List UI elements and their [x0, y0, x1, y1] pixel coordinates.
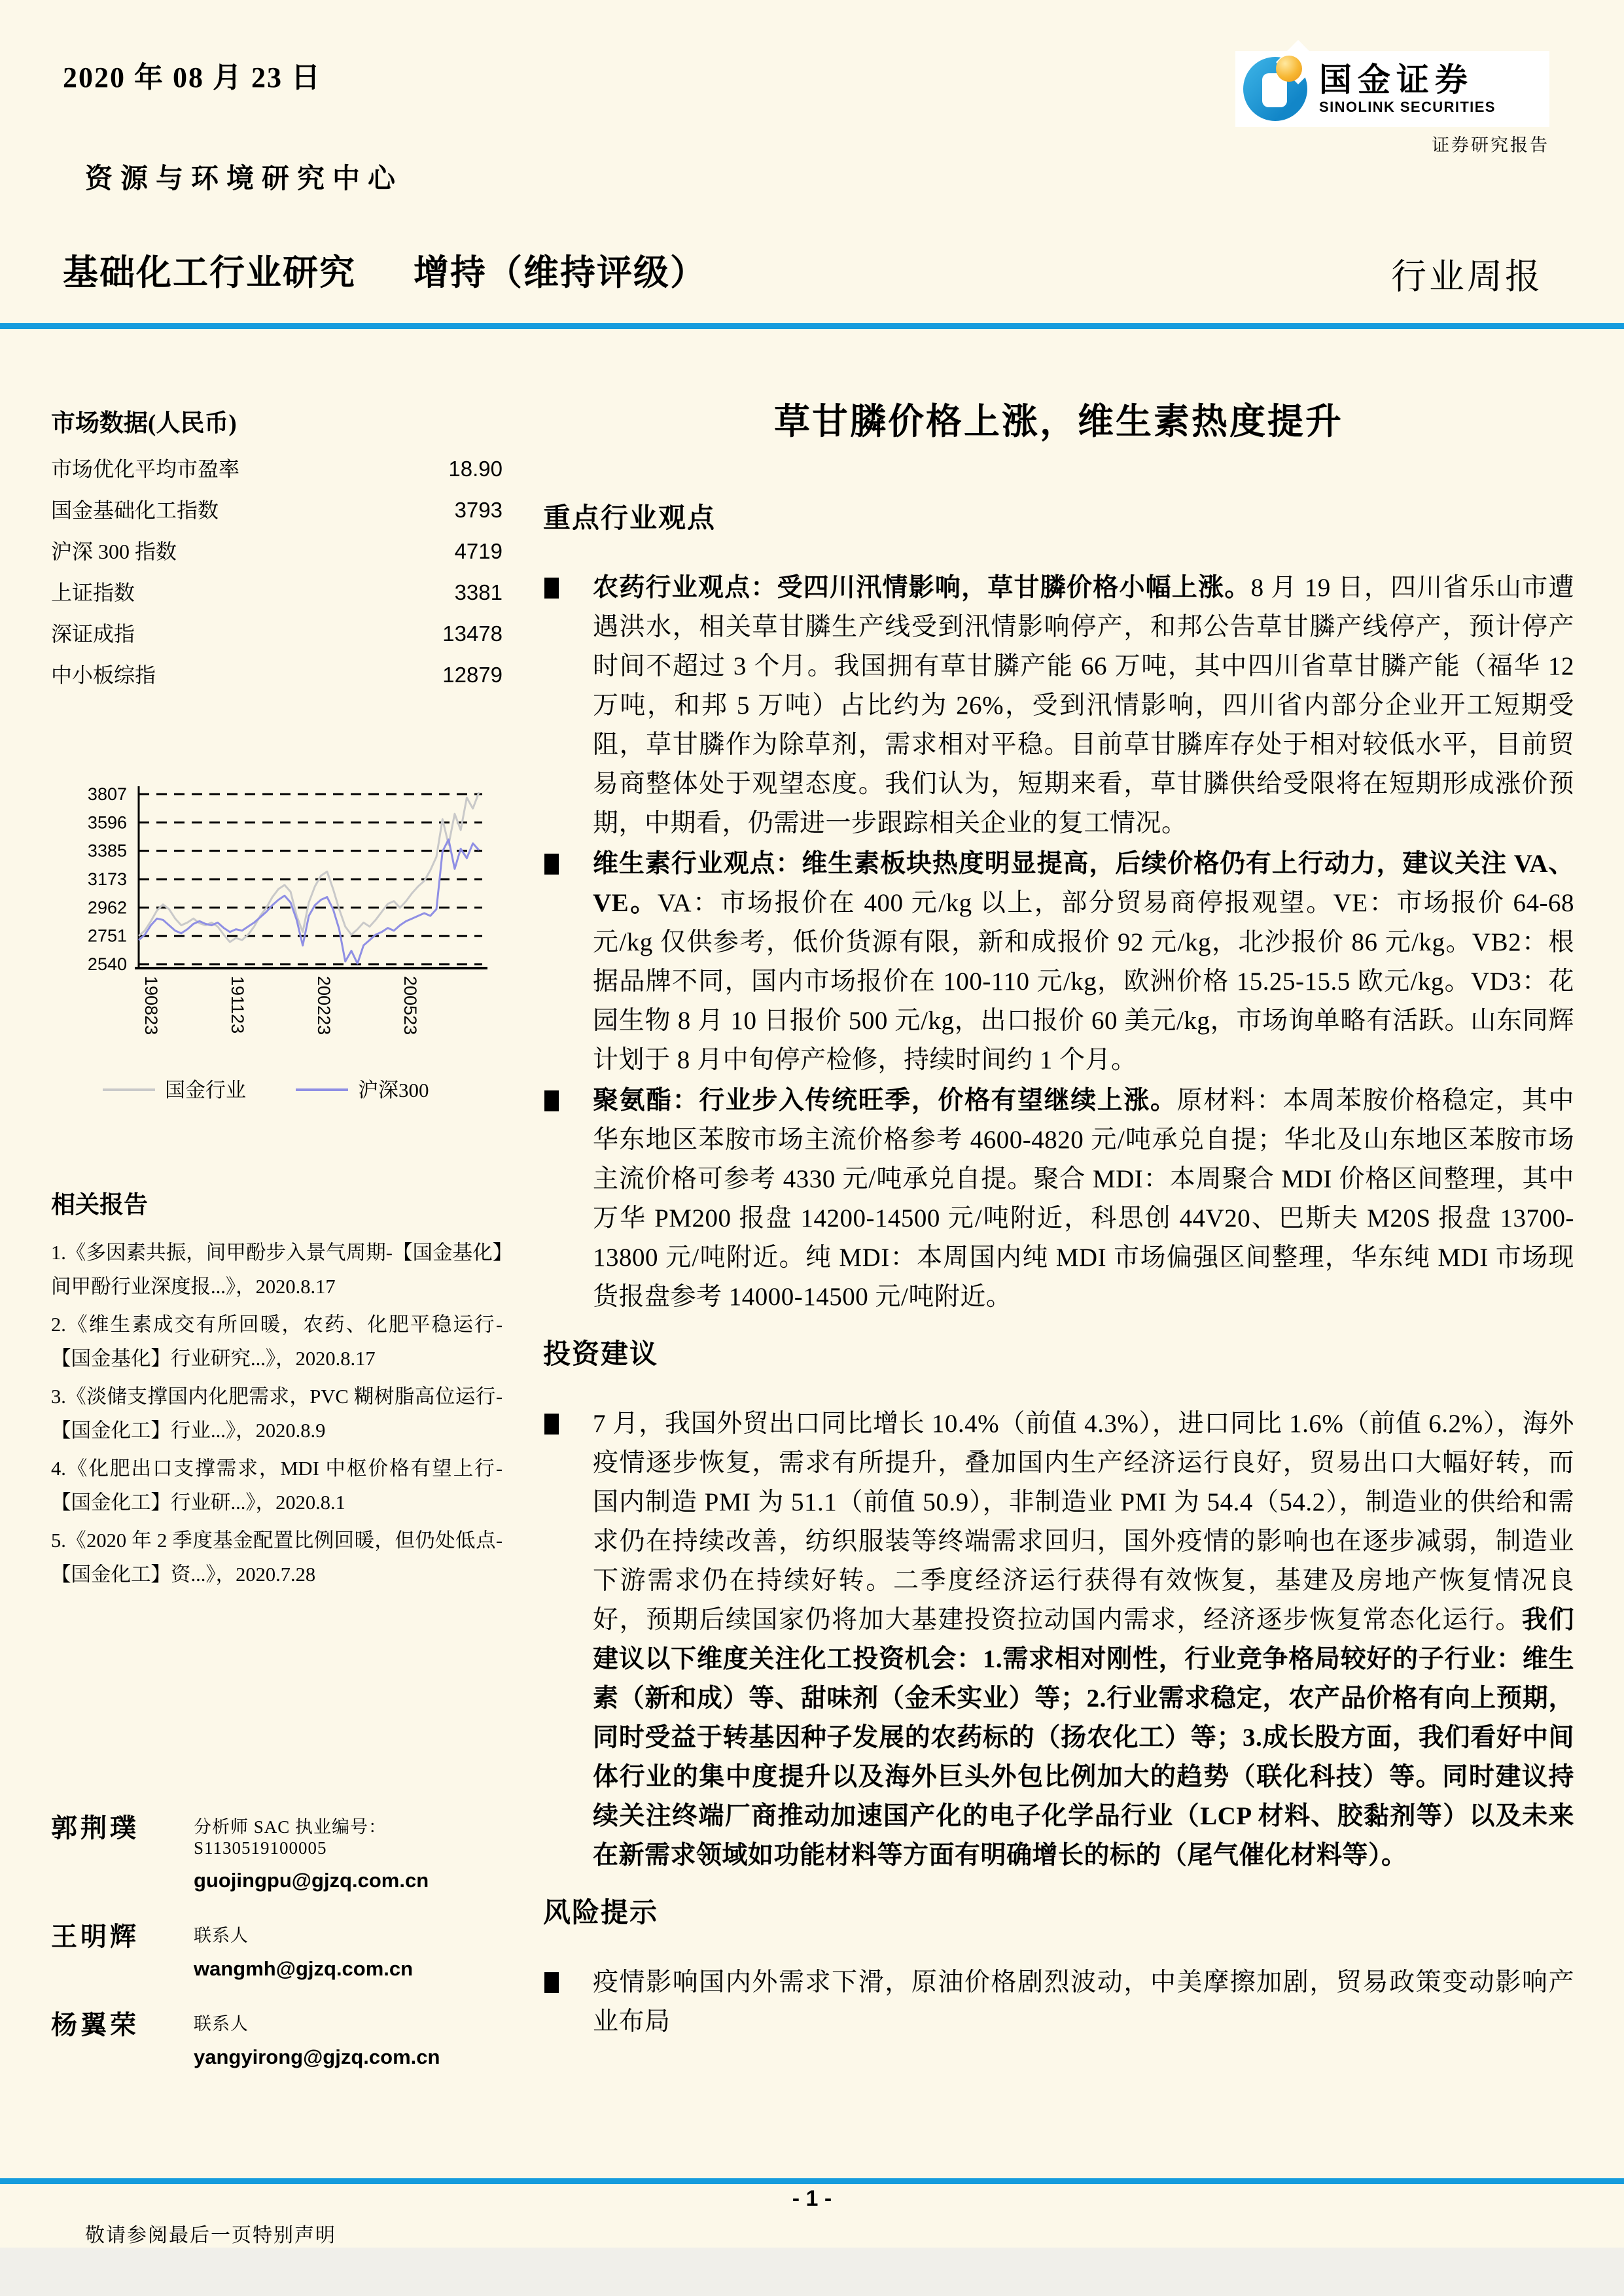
bullet-text-segment: 8 月 19 日，四川省乐山市遭遇洪水，相关草甘膦生产线受到汛情影响停产，和邦公告草甘膦产线停产，预计停产时间不超过 3 个月。我国拥有草甘膦产能 66 万吨，其中四川省草甘膦产能（福华 12 万吨，和邦 5 万吨）占比约为 26%，受到汛情影响，四川省内部分企业开工短期受阻，草甘膦作为除草剂，需求相对平稳。目前草甘膦库存处于相对较低水平，目前贸易商整体处于观望态度。我们认为，短期来看，草甘膦供给受限将在短期形成涨价预期，中期看，仍需进一步跟踪相关企业的复工情况。	[593, 574, 1574, 837]
market-data-row	[51, 535, 503, 576]
price-trend-chart	[54, 768, 503, 1111]
bullet-text-segment: VA：市场报价在 400 元/kg 以上，部分贸易商停报观望。VE：市场报价 64-68 元/kg 仅供参考，低价货源有限，新和成报价 92 元/kg，北沙报价 86 元/kg。VB2：根据品牌不同，国内市场报价在 100-110 元/kg，欧洲价格 15.25-15.5 欧元/kg。VD3：花园生物 8 月 10 日报价 500 元/kg，出口报价 60 美元/kg，市场询单略有活跃。山东同辉计划于 8 月中旬停产检修，持续时间约 1 个月。	[593, 889, 1574, 1074]
market-data-row	[51, 494, 503, 535]
research-center-name: 资源与环境研究中心	[85, 164, 404, 194]
header-divider	[0, 323, 1624, 329]
bullet-text-segment: 农药行业观点：受四川汛情影响，草甘膦价格小幅上涨。	[593, 574, 1251, 602]
related-reports-list	[51, 1236, 503, 1592]
report-type-label: 行业周报	[1391, 257, 1543, 296]
analyst-card	[51, 1807, 503, 1892]
analyst-card	[51, 1916, 503, 1981]
chart-x-tick-label: 200223	[314, 976, 334, 1035]
chart-y-tick-label: 2540	[87, 954, 127, 974]
bullet-text-segment: 我们建议以下维度关注化工投资机会：1.需求相对刚性，行业竞争格局较好的子行业：维生素（新和成）等、甜味剂（金禾实业）等；2.行业需求稳定，农产品价格有向上预期，同时受益于转基因种子发展的农药标的（扬农化工）等；3.成长股方面，我们看好中间体行业的集中度提升以及海外巨头外包比例加大的趋势（联化科技）等。同时建议持续关注终端厂商推动加速国产化的电子化学品行业（LCP 材料、胶黏剂等）以及未来在新需求领域如功能材料等方面有明确增长的标的（尾气催化材料等）。	[593, 1606, 1574, 1870]
market-row-label: 深证成指	[51, 622, 135, 646]
chart-y-tick-label: 3807	[87, 784, 127, 804]
market-data-row	[51, 576, 503, 617]
analyst-email: guojingpu@gjzq.com.cn	[194, 1869, 429, 1892]
footer-gray-strip	[0, 2248, 1624, 2296]
chart-x-tick-label: 190823	[141, 976, 161, 1035]
chart-y-tick-label: 2962	[87, 897, 127, 918]
bullet-marker-icon	[544, 1090, 559, 1111]
bullet-item	[543, 1963, 1574, 2042]
market-row-value: 12879	[442, 663, 503, 687]
report-category-note: 证券研究报告	[1432, 135, 1549, 155]
footer-disclaimer-note: 敬请参阅最后一页特别声明	[85, 2225, 336, 2246]
analyst-name: 王明辉	[51, 1922, 139, 1951]
bullet-text-segment: 疫情影响国内外需求下滑，原油价格剧烈波动，中美摩擦加剧，贸易政策变动影响产业布局	[593, 1968, 1574, 2036]
market-row-value: 4719	[454, 539, 503, 563]
analyst-email: wangmh@gjzq.com.cn	[194, 1957, 414, 1980]
analyst-info	[194, 2004, 440, 2068]
brand-name-en: SINOLINK SECURITIES	[1319, 98, 1496, 115]
page-title: 草甘膦价格上涨，维生素热度提升	[773, 402, 1343, 442]
sinolink-logo-icon	[1243, 57, 1307, 121]
analyst-block	[51, 1807, 503, 2068]
analyst-email: yangyirong@gjzq.com.cn	[194, 2045, 440, 2068]
rating-badge: 增持（维持评级）	[414, 253, 707, 292]
market-row-value: 18.90	[448, 457, 503, 481]
bullet-text-segment: 7 月，我国外贸出口同比增长 10.4%（前值 4.3%），进口同比 1.6%（前值 6.2%），海外疫情逐步恢复，需求有所提升，叠加国内生产经济运行良好，贸易出口大幅好转，而国内制造 PMI 为 51.1（前值 50.9），非制造业 PMI 为 54.4（54.2），制造业的供给和需求仍在持续改善，纺织服装等终端需求回归，国外疫情的影响也在逐步减弱，制造业下游需求仍在持续好转。二季度经济运行获得有效恢复，基建及房地产恢复情况良好，预期后续国家仍将加大基建投资拉动国内需求，经济逐步恢复常态化运行。	[593, 1410, 1574, 1634]
related-report-item: 1.《多因素共振，间甲酚步入景气周期-【国金基化】间甲酚行业深度报...》，2020.8.17	[51, 1242, 503, 1298]
chart-y-tick-label: 2751	[87, 926, 127, 946]
market-row-label: 国金基础化工指数	[51, 498, 219, 522]
main-column	[543, 392, 1574, 2043]
market-data-title: 市场数据(人民币)	[51, 410, 237, 437]
report-headline	[63, 245, 707, 295]
market-data-row	[51, 659, 503, 700]
chart-x-tick-label: 200523	[400, 976, 420, 1035]
bullet-item	[543, 1081, 1574, 1317]
section-heading: 投资建议	[543, 1340, 659, 1370]
page-number: - 1 -	[792, 2186, 832, 2211]
brand-text	[1319, 63, 1496, 114]
section-heading: 风险提示	[543, 1898, 659, 1928]
market-data-table	[51, 453, 503, 700]
market-row-label: 中小板综指	[51, 663, 156, 687]
analyst-role: 联系人	[194, 2014, 249, 2034]
related-report-item: 4.《化肥出口支撑需求，MDI 中枢价格有望上行-【国金化工】行业研...》，2020.8.1	[51, 1457, 503, 1514]
chart-y-tick-label: 3385	[87, 841, 127, 861]
market-row-value: 3793	[454, 498, 503, 522]
market-row-label: 市场优化平均市盈率	[51, 457, 240, 481]
bullet-item	[543, 568, 1574, 843]
market-data-row	[51, 453, 503, 494]
analyst-card	[51, 2004, 503, 2068]
brand-logo	[1235, 51, 1549, 127]
chart-y-tick-label: 3173	[87, 869, 127, 890]
brand-name-cn: 国金证券	[1319, 61, 1474, 98]
legend-label: 沪深300	[358, 1079, 429, 1102]
bullet-text-segment: 维生素行业观点：维生素板块热度明显提高，后续价格仍有上行动力，建议关注 VA、VE。	[593, 850, 1574, 917]
sidebar-column	[51, 403, 503, 2078]
analyst-name: 郭荆璞	[51, 1813, 139, 1843]
market-row-value: 13478	[442, 621, 503, 646]
market-row-value: 3381	[454, 580, 503, 604]
analyst-info	[194, 1807, 503, 1892]
related-reports-title: 相关报告	[51, 1192, 148, 1219]
market-row-label: 上证指数	[51, 581, 135, 604]
related-report-item: 2.《维生素成交有所回暖，农药、化肥平稳运行-【国金基化】行业研究...》，2020.8.17	[51, 1313, 503, 1370]
bullet-marker-icon	[544, 854, 559, 875]
market-data-row	[51, 617, 503, 659]
analyst-role: 分析师 SAC 执业编号：S1130519100005	[194, 1817, 387, 1858]
related-report-item: 3.《淡储支撑国内化肥需求，PVC 糊树脂高位运行-【国金化工】行业...》，2020.8.9	[51, 1385, 503, 1442]
legend-label: 国金行业	[165, 1079, 246, 1102]
logo-ball-shape	[1276, 56, 1302, 82]
chart-x-tick-label: 191123	[228, 976, 247, 1034]
bullet-item	[543, 1404, 1574, 1875]
analyst-name: 杨翼荣	[51, 2010, 139, 2040]
section-heading: 重点行业观点	[543, 504, 716, 534]
footer-divider	[0, 2178, 1624, 2184]
bullet-marker-icon	[544, 1972, 559, 1993]
chart-y-tick-label: 3596	[87, 812, 127, 833]
bullet-item	[543, 844, 1574, 1080]
bullet-text-segment: 原材料：本周苯胺价格稳定，其中华东地区苯胺市场主流价格参考 4600-4820 元/吨承兑自提；华北及山东地区苯胺市场主流价格可参考 4330 元/吨承兑自提。聚合 MDI：本周聚合 MDI 价格区间整理，其中万华 PM200 报盘 14200-14500 元/吨附近，科思创 44V20、巴斯夫 M20S 报盘 13700-13800 元/吨附近。纯 MDI：本周国内纯 MDI 市场偏强区间整理，华东纯 MDI 市场现货报盘参考 14000-14500 元/吨附近。	[593, 1087, 1574, 1311]
report-date: 2020 年 08 月 23 日	[63, 61, 321, 94]
market-row-label: 沪深 300 指数	[51, 540, 177, 563]
related-report-item: 5.《2020 年 2 季度基金配置比例回暖，但仍处低点-【国金化工】资...》，2020.7.28	[51, 1529, 503, 1586]
analyst-info	[194, 1916, 413, 1981]
related-reports	[51, 1185, 503, 1592]
bullet-marker-icon	[544, 1414, 559, 1435]
industry-title: 基础化工行业研究	[63, 253, 356, 292]
main-sections	[543, 496, 1574, 2042]
analyst-role: 联系人	[194, 1926, 249, 1945]
bullet-marker-icon	[544, 578, 559, 599]
bullet-text-segment: 聚氨酯：行业步入传统旺季，价格有望继续上涨。	[593, 1087, 1177, 1115]
